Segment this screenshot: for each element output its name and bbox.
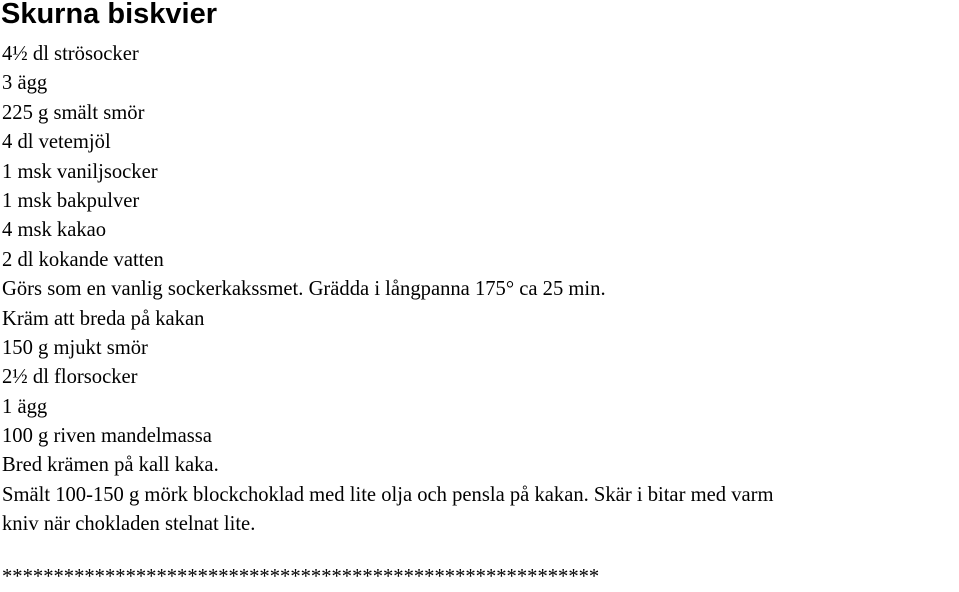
ingredient-line: 3 ägg (2, 72, 48, 95)
separator-line: ********************************************************** (2, 566, 600, 588)
recipe-title: Skurna biskvier (1, 0, 217, 30)
ingredient-line: 2½ dl florsocker (2, 366, 138, 389)
ingredient-line: 150 g mjukt smör (2, 336, 148, 359)
ingredient-line: 4½ dl strösocker (2, 43, 139, 65)
ingredient-line: 4 dl vetemjöl (2, 131, 111, 154)
recipe-text (2, 40, 959, 540)
ingredient-line: 4 msk kakao (2, 219, 107, 242)
ingredient-line: 1 ägg (2, 395, 48, 418)
ingredient-line: 1 msk bakpulver (2, 189, 140, 212)
ingredient-line: 225 g smält smör (2, 101, 145, 124)
instruction-line: Bred krämen på kall kaka. (2, 454, 219, 477)
instruction-line: Görs som en vanlig sockerkakssmet. Grädda i långpanna 175° ca 25 min. (2, 278, 606, 301)
ingredient-line: 1 msk vaniljsocker (2, 160, 158, 183)
section-heading: Kräm att breda på kakan (2, 307, 205, 330)
ingredient-line: 2 dl kokande vatten (2, 248, 164, 271)
instruction-line: kniv när chokladen stelnat lite. (2, 513, 256, 536)
ingredient-line: 100 g riven mandelmassa (2, 425, 212, 448)
instruction-line: Smält 100-150 g mörk blockchoklad med lite olja och pensla på kakan. Skär i bitar med varm (2, 483, 774, 506)
